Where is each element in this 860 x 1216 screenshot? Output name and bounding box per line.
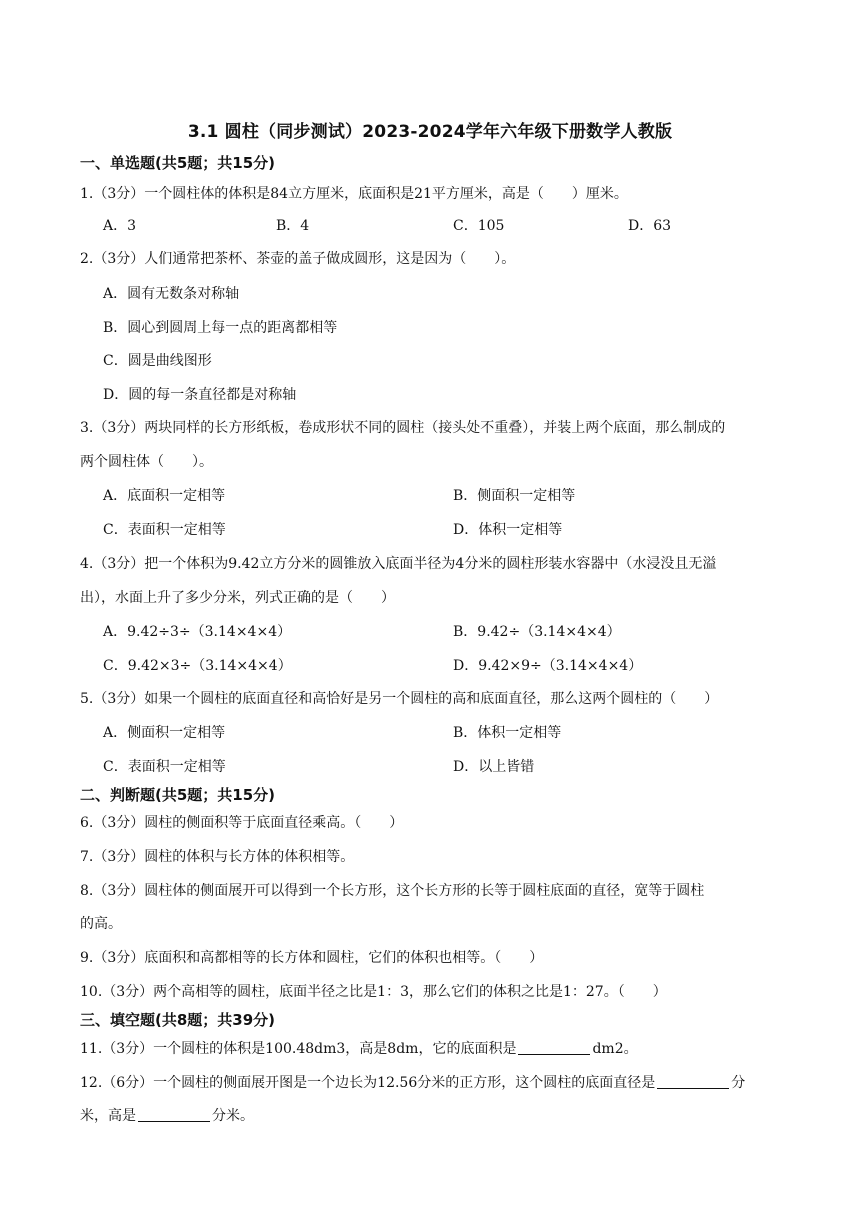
q3-option-c: C．表面积一定相等	[103, 522, 226, 538]
q4-option-a: A．9.42÷3÷（3.14×4×4）	[103, 624, 292, 640]
q5-option-b: B．体积一定相等	[453, 725, 562, 741]
answer-blank[interactable]	[657, 1074, 729, 1089]
question-4-line-1: 4.（3分）把一个体积为9.42立方分米的圆锥放入底面半径为4分米的圆柱形装水容器中（水浸没且无溢	[80, 556, 717, 572]
question-5: 5.（3分）如果一个圆柱的底面直径和高恰好是另一个圆柱的高和底面直径，那么这两个圆柱的（ ）	[80, 691, 719, 707]
q5-option-d: D．以上皆错	[453, 759, 535, 775]
question-4-line-2: 出），水面上升了多少分米，列式正确的是（ ）	[80, 590, 395, 606]
q1-option-a: A．3	[103, 218, 137, 234]
q1-option-c: C．105	[453, 218, 505, 234]
question-2: 2.（3分）人们通常把茶杯、茶壶的盖子做成圆形，这是因为（ ）。	[80, 251, 516, 267]
question-1: 1.（3分）一个圆柱体的体积是84立方厘米，底面积是21平方厘米，高是（ ）厘米。	[80, 186, 628, 202]
question-7: 7.（3分）圆柱的体积与长方体的体积相等。	[80, 849, 355, 865]
question-11-text: 11.（3分）一个圆柱的体积是100.48dm3，高是8dm，它的底面积是	[80, 1041, 517, 1057]
q2-option-c: C．圆是曲线图形	[103, 353, 212, 369]
question-8-line-2: 的高。	[80, 916, 122, 932]
question-10: 10.（3分）两个高相等的圆柱，底面半径之比是1：3，那么它们的体积之比是1：27。（ ）	[80, 984, 667, 1000]
question-8-line-1: 8.（3分）圆柱体的侧面展开可以得到一个长方形，这个长方形的长等于圆柱底面的直径，宽等于圆柱	[80, 883, 705, 899]
question-3-line-2: 两个圆柱体（ ）。	[80, 454, 213, 470]
q3-option-a: A．底面积一定相等	[103, 488, 226, 504]
answer-blank[interactable]	[518, 1040, 590, 1055]
question-12-line-1	[80, 1072, 810, 1092]
q2-option-a: A．圆有无数条对称轴	[103, 286, 240, 302]
question-11-unit: dm2。	[592, 1041, 638, 1057]
q2-option-b: B．圆心到圆周上每一点的距离都相等	[103, 320, 338, 336]
section-heading-fill-blank: 三、填空题(共8题；共39分)	[80, 1011, 276, 1029]
page-title: 3.1 圆柱（同步测试）2023-2024学年六年级下册数学人教版	[187, 122, 673, 142]
q1-option-b: B．4	[276, 218, 310, 234]
question-6: 6.（3分）圆柱的侧面积等于底面直径乘高。（ ）	[80, 815, 404, 831]
section-heading-single-choice: 一、单选题(共5题；共15分)	[80, 154, 276, 172]
question-11	[80, 1038, 810, 1058]
question-9: 9.（3分）底面积和高都相等的长方体和圆柱，它们的体积也相等。（ ）	[80, 950, 544, 966]
q1-option-d: D．63	[628, 218, 672, 234]
section-heading-true-false: 二、判断题(共5题；共15分)	[80, 786, 276, 804]
q3-option-b: B．侧面积一定相等	[453, 488, 576, 504]
q4-option-c: C．9.42×3÷（3.14×4×4）	[103, 658, 292, 674]
question-12-text: 12.（6分）一个圆柱的侧面展开图是一个边长为12.56分米的正方形，这个圆柱的底面直径是	[80, 1075, 656, 1091]
answer-blank[interactable]	[138, 1107, 210, 1122]
question-12-line-2-text: 米，高是	[80, 1108, 136, 1124]
q4-option-b: B．9.42÷（3.14×4×4）	[453, 624, 621, 640]
question-12-line-2	[80, 1105, 810, 1125]
q2-option-d: D．圆的每一条直径都是对称轴	[103, 387, 297, 403]
q5-option-a: A．侧面积一定相等	[103, 725, 226, 741]
question-3-line-1: 3.（3分）两块同样的长方形纸板，卷成形状不同的圆柱（接头处不重叠），并装上两个底面，那么制成的	[80, 420, 726, 436]
q5-option-c: C．表面积一定相等	[103, 759, 226, 775]
question-12-unit: 分	[731, 1075, 746, 1091]
q4-option-d: D．9.42×9÷（3.14×4×4）	[453, 658, 643, 674]
question-12-line-2-unit: 分米。	[212, 1108, 254, 1124]
q3-option-d: D．体积一定相等	[453, 522, 563, 538]
